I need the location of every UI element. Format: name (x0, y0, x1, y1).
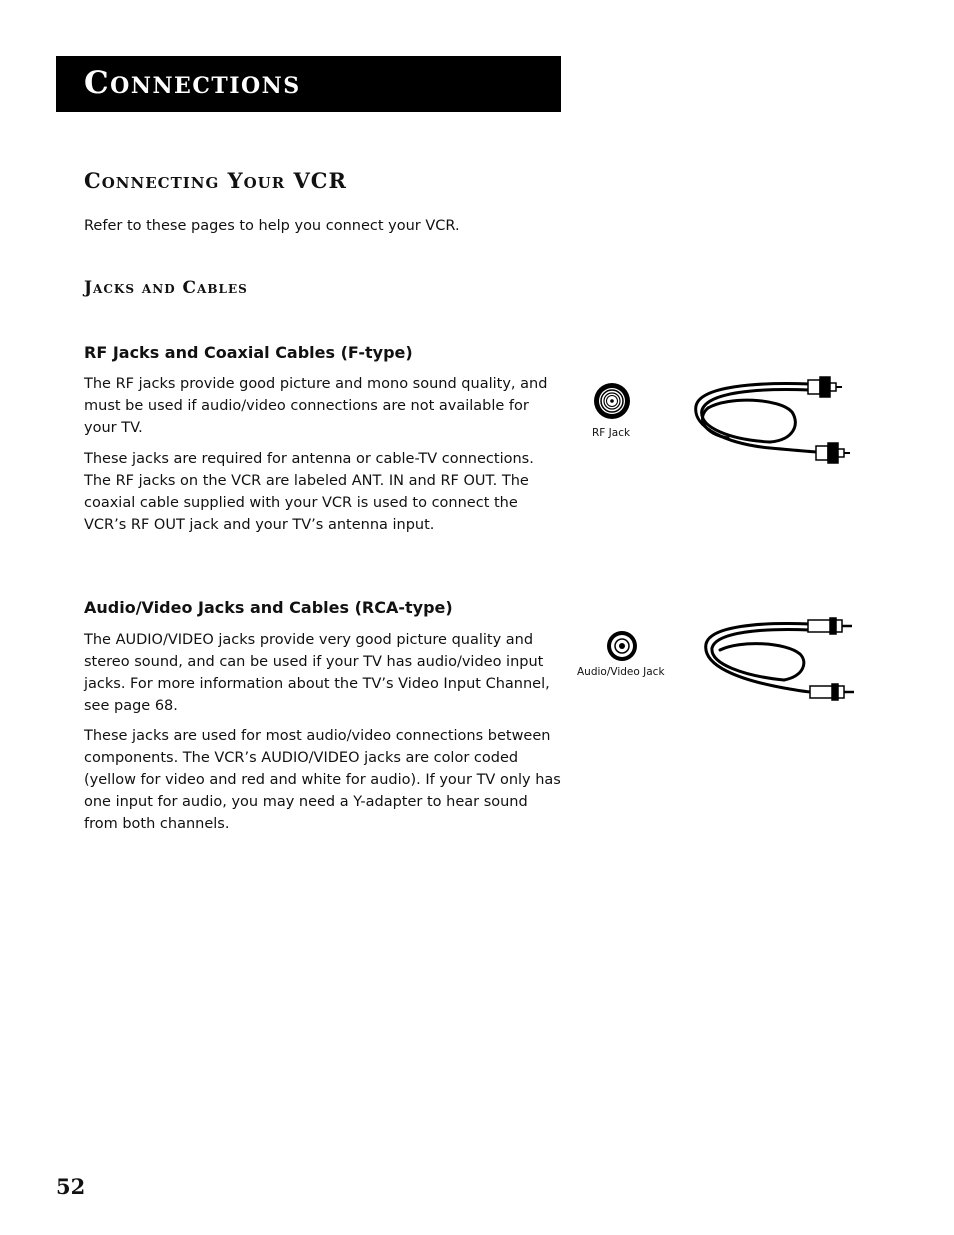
rf-paragraph-1: The RF jacks provide good picture and mono sound quality, and must be used if audio/video connections are not available for your TV. (84, 376, 548, 436)
av-paragraph-2: These jacks are used for most audio/video connections between components. The VCR’s AUDIO/VIDEO jacks are color coded (yellow for video and red and white for audio). If your TV only has one input for audio, you may need a Y-adapter to hear sound from both channels. (84, 728, 561, 832)
f-connector-bottom (816, 443, 850, 463)
av-jack-caption: Audio/Video Jack (577, 666, 665, 678)
rf-jack-caption: RF Jack (592, 427, 631, 439)
rf-heading: RF Jacks and Coaxial Cables (F-type) (84, 343, 413, 362)
f-connector-top (808, 377, 842, 397)
header-banner (56, 56, 561, 112)
subsection-heading: Jacks and Cables (84, 278, 248, 298)
av-paragraph-1: The AUDIO/VIDEO jacks provide very good picture quality and stereo sound, and can be used if your TV has audio/video input jacks. For more information about the TV’s Video Input Channel, see page 68. (84, 632, 550, 714)
av-jack-icon (604, 628, 640, 664)
page-number: 52 (56, 1174, 86, 1199)
section-heading: Connecting Your VCR (84, 168, 347, 193)
rca-cable-icon (700, 614, 856, 704)
page-title: Connections (84, 65, 301, 101)
section-intro: Refer to these pages to help you connect your VCR. (84, 218, 460, 234)
rf-jack-icon (592, 380, 634, 426)
rca-plug-top (808, 618, 852, 634)
rca-plug-bottom (810, 684, 854, 700)
av-heading: Audio/Video Jacks and Cables (RCA-type) (84, 598, 453, 617)
coaxial-cable-icon (688, 372, 852, 472)
rf-paragraph-2: These jacks are required for antenna or cable-TV connections. The RF jacks on the VCR are labeled ANT. IN and RF OUT. The coaxial cable supplied with your VCR is used to connect the VCR’s RF OUT jack and your TV’s antenna input. (84, 451, 534, 533)
